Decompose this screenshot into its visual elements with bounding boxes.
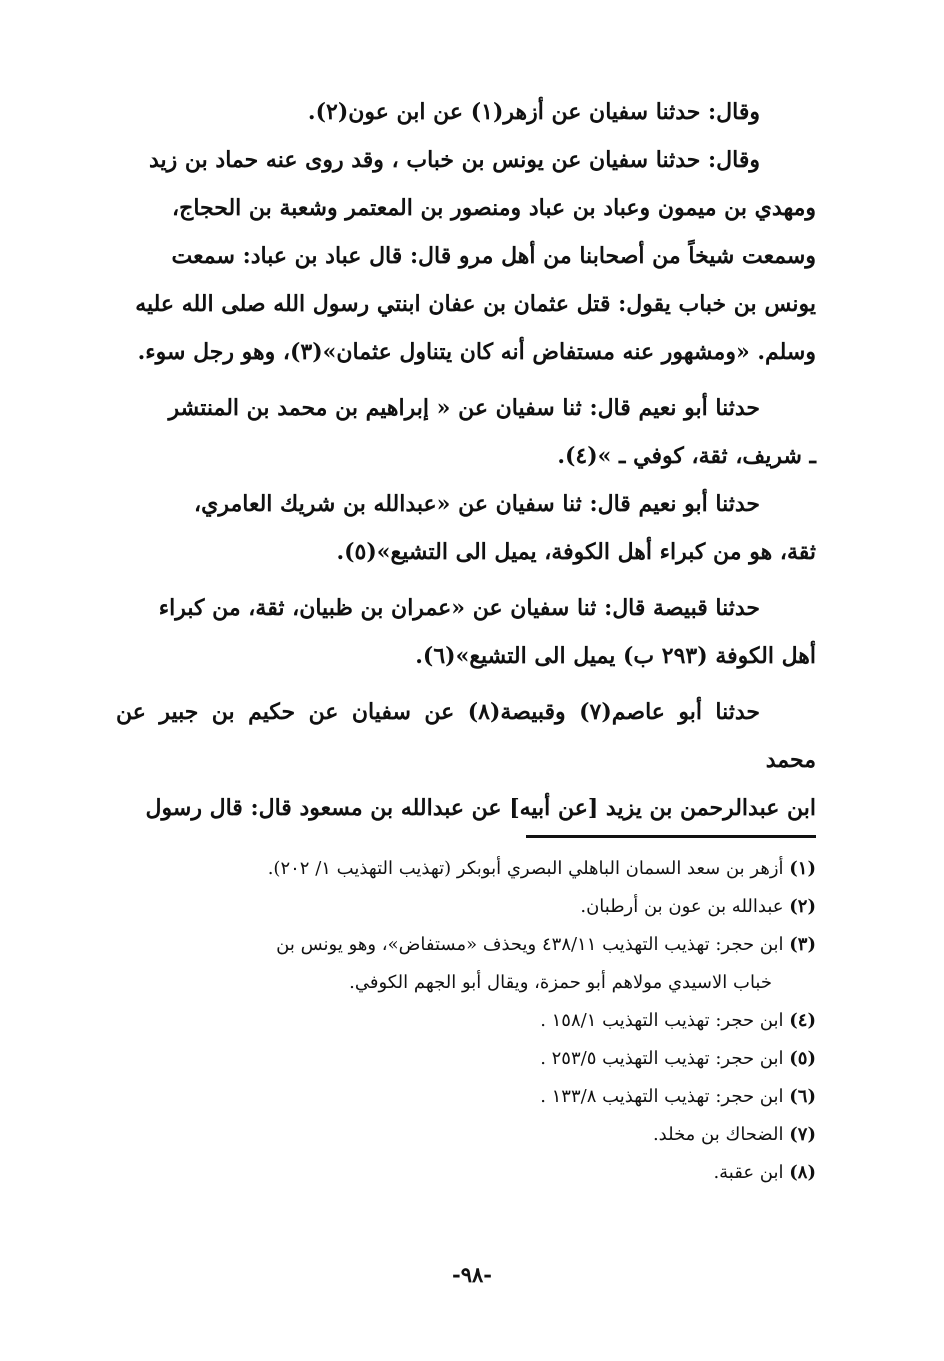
footnote-5 [116,1040,816,1078]
text-line: وقال: حدثنا سفيان عن يونس بن خباب ، وقد روى عنه حماد بن زيد [148,147,760,173]
footnote-number: (١) [789,858,816,879]
footnote-2 [116,888,816,926]
footnote-text: ابن حجر: تهذيب التهذيب ٤٣٨/١١ ويحذف «مستفاض»، وهو يونس بن [276,934,784,955]
text-line: حدثنا قبيصة قال: ثنا سفيان عن «عمران بن ظبيان، ثقة، من كبراء [158,595,760,621]
footnote-8 [116,1154,816,1192]
footnote-text: أزهر بن سعد السمان الباهلي البصري أبوبكر (تهذيب التهذيب ١/ ٢٠٢). [267,858,784,879]
footnote-text: الضحاك بن مخلد. [652,1124,784,1145]
footnote-6 [116,1078,816,1116]
text-line: حدثنا أبو نعيم قال: ثنا سفيان عن « إبراهيم بن محمد بن المنتشر [168,395,760,421]
paragraph-3 [116,384,816,480]
footnote-number: (٣) [789,934,816,955]
text-line: ـ شريف، ثقة، كوفي ـ »(٤). [557,443,816,469]
footnote-divider [526,835,816,838]
page-number: -٩٨- [452,1262,492,1287]
text-line: ابن عبدالرحمن بن يزيد [عن أبيه] عن عبدالله بن مسعود قال: قال رسول [145,795,816,821]
footnote-text: ابن حجر: تهذيب التهذيب ١٣٣/٨ . [540,1086,784,1107]
text-line: يونس بن خباب يقول: قتل عثمان بن عفان ابنتي رسول الله صلى الله عليه [135,291,816,317]
footnote-number: (٦) [789,1086,816,1107]
footnote-4 [116,1002,816,1040]
paragraph-6 [116,688,816,832]
main-text [116,88,816,832]
footnote-text: ابن حجر: تهذيب التهذيب ١٥٨/١ . [540,1010,784,1031]
paragraph-4 [116,480,816,576]
footnote-text: ابن حجر: تهذيب التهذيب ٢٥٣/٥ . [540,1048,784,1069]
text-line: حدثنا أبو عاصم(٧) وقبيصة(٨) عن سفيان عن حكيم بن جبير عن محمد [116,699,816,773]
text-line: ثقة، هو من كبراء أهل الكوفة، يميل الى التشيع»(٥). [336,539,816,565]
footnote-number: (٢) [789,896,816,917]
footnote-number: (٨) [789,1162,816,1183]
footnote-text: ابن عقبة. [713,1162,784,1183]
footnote-number: (٤) [789,1010,816,1031]
text-line: ومهدي بن ميمون وعباد بن عباد ومنصور بن المعتمر وشعبة بن الحجاج، [172,195,816,221]
footnote-3-continuation [116,964,816,1002]
paragraph-2 [116,136,816,376]
footnote-number: (٧) [789,1124,816,1145]
text-line: وقال: حدثنا سفيان عن أزهر(١) عن ابن عون(٢). [307,99,760,125]
footnotes [116,850,816,1192]
footnote-1 [116,850,816,888]
text-line: وسمعت شيخاً من أصحابنا من أهل مرو قال: قال عباد بن عباد: سمعت [171,243,816,269]
footnote-7 [116,1116,816,1154]
footnote-3 [116,926,816,964]
footnote-text: عبدالله بن عون بن أرطبان. [580,896,784,917]
footnote-text: خباب الاسيدي مولاهم أبو حمزة، ويقال أبو الجهم الكوفي. [349,972,772,993]
paragraph-1 [116,88,816,136]
paragraph-5 [116,584,816,680]
text-line: وسلم. «ومشهور عنه مستفاض أنه كان يتناول عثمان»(٣)، وهو رجل سوء. [137,339,816,365]
text-line: أهل الكوفة (٢٩٣ ب) يميل الى التشيع»(٦). [415,643,816,669]
text-line: حدثنا أبو نعيم قال: ثنا سفيان عن «عبدالله بن شريك العامري، [194,491,760,517]
footnote-number: (٥) [789,1048,816,1069]
